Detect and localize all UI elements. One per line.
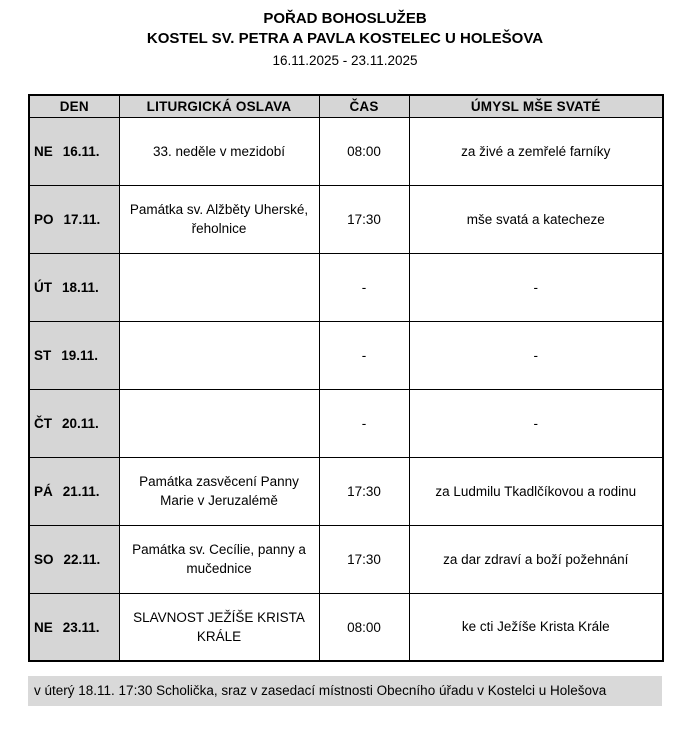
intention-cell: mše svatá a katecheze — [409, 185, 663, 253]
time-cell: - — [319, 321, 409, 389]
table-row — [29, 117, 663, 185]
day-date: 21.11. — [62, 483, 100, 499]
day-abbr: ČT — [34, 415, 52, 431]
liturgy-cell: Památka zasvěcení Panny Marie v Jeruzalémě — [119, 457, 319, 525]
day-cell — [29, 117, 119, 185]
intention-cell: za živé a zemřelé farníky — [409, 117, 663, 185]
day-abbr: ÚT — [34, 279, 52, 295]
day-cell — [29, 253, 119, 321]
liturgy-cell — [119, 389, 319, 457]
day-cell — [29, 525, 119, 593]
column-header-intention: ÚMYSL MŠE SVATÉ — [409, 95, 663, 117]
time-cell: 08:00 — [319, 117, 409, 185]
table-header-row — [29, 95, 663, 117]
day-date: 19.11. — [61, 347, 99, 363]
liturgy-cell: 33. neděle v mezidobí — [119, 117, 319, 185]
column-header-time: ČAS — [319, 95, 409, 117]
time-cell: 17:30 — [319, 457, 409, 525]
time-cell: 08:00 — [319, 593, 409, 661]
footer-note: v úterý 18.11. 17:30 Scholička, sraz v zasedací místnosti Obecního úřadu v Kostelci u Holešova — [28, 676, 662, 706]
intention-cell: za Ludmilu Tkadlčíkovou a rodinu — [409, 457, 663, 525]
day-date: 17.11. — [63, 211, 101, 227]
day-date: 22.11. — [63, 551, 101, 567]
schedule-table-wrapper — [28, 94, 662, 662]
day-date: 23.11. — [62, 619, 100, 635]
day-abbr: ST — [34, 347, 52, 363]
page-title: POŘAD BOHOSLUŽEB — [263, 10, 427, 27]
date-range: 16.11.2025 - 23.11.2025 — [272, 52, 418, 68]
table-row — [29, 457, 663, 525]
day-abbr: SO — [34, 551, 54, 567]
liturgy-cell: Památka sv. Alžběty Uherské, řeholnice — [119, 185, 319, 253]
time-cell: - — [319, 389, 409, 457]
day-cell — [29, 593, 119, 661]
intention-cell: za dar zdraví a boží požehnání — [409, 525, 663, 593]
day-abbr: NE — [34, 619, 53, 635]
intention-cell: - — [409, 321, 663, 389]
day-date: 16.11. — [62, 143, 100, 159]
day-abbr: PÁ — [34, 483, 53, 499]
time-cell: - — [319, 253, 409, 321]
table-row — [29, 593, 663, 661]
liturgy-cell — [119, 253, 319, 321]
day-date: 20.11. — [62, 415, 99, 431]
intention-cell: ke cti Ježíše Krista Krále — [409, 593, 663, 661]
day-cell — [29, 457, 119, 525]
table-row — [29, 185, 663, 253]
day-cell — [29, 321, 119, 389]
column-header-den: DEN — [29, 95, 119, 117]
day-cell — [29, 185, 119, 253]
liturgy-cell — [119, 321, 319, 389]
table-row — [29, 389, 663, 457]
day-abbr: PO — [34, 211, 54, 227]
document-header — [0, 9, 690, 70]
time-cell: 17:30 — [319, 525, 409, 593]
liturgy-cell: Památka sv. Cecílie, panny a mučednice — [119, 525, 319, 593]
table-row — [29, 321, 663, 389]
table-row — [29, 253, 663, 321]
day-date: 18.11. — [62, 279, 99, 295]
intention-cell: - — [409, 389, 663, 457]
time-cell: 17:30 — [319, 185, 409, 253]
intention-cell: - — [409, 253, 663, 321]
day-abbr: NE — [34, 143, 53, 159]
table-row — [29, 525, 663, 593]
column-header-liturgy: LITURGICKÁ OSLAVA — [119, 95, 319, 117]
schedule-table — [28, 94, 664, 662]
page-subtitle: KOSTEL SV. PETRA A PAVLA KOSTELEC U HOLEŠOVA — [146, 30, 544, 48]
day-cell — [29, 389, 119, 457]
liturgy-cell: SLAVNOST JEŽÍŠE KRISTA KRÁLE — [119, 593, 319, 661]
